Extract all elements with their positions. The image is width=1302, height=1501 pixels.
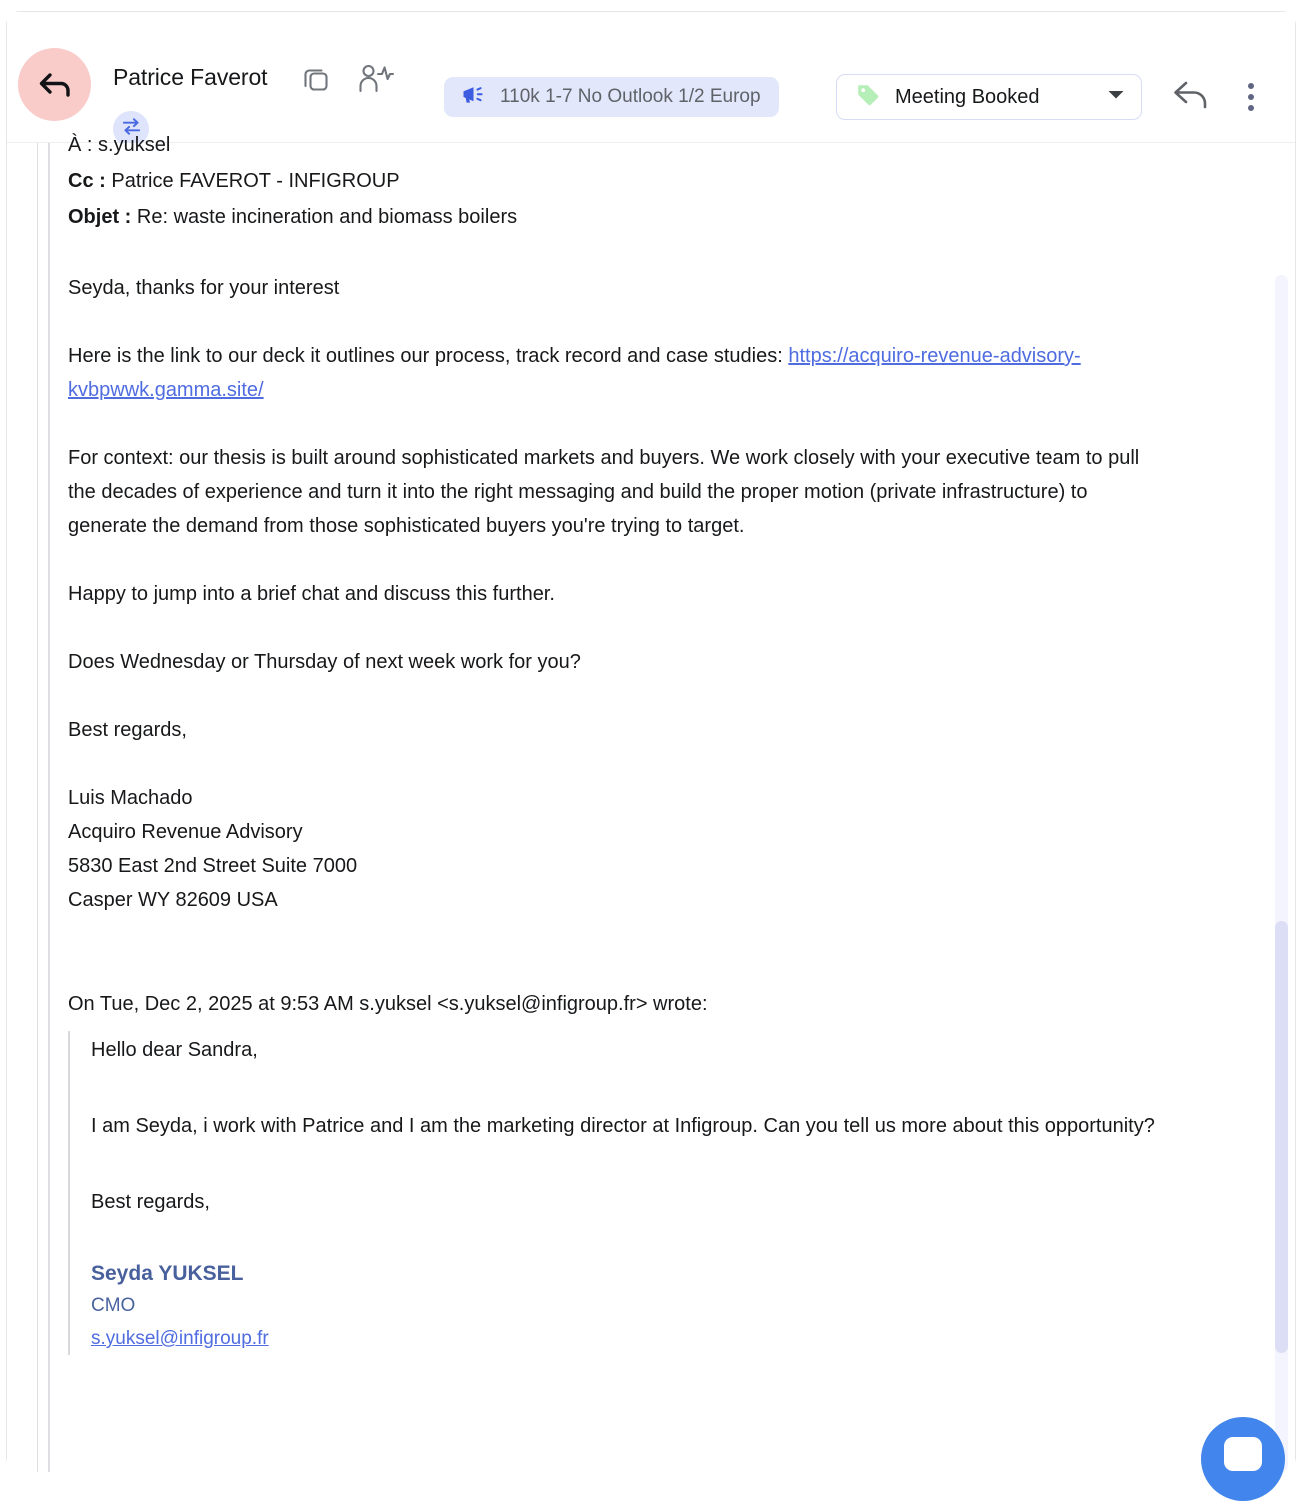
quote-attribution: On Tue, Dec 2, 2025 at 9:53 AM s.yuksel <s.yuksel@infigroup.fr> wrote:	[68, 993, 708, 1015]
signature-name: Luis Machado	[68, 787, 193, 809]
cc-value: Patrice FAVEROT - INFIGROUP	[111, 170, 400, 192]
cc-line	[68, 163, 1158, 199]
quoted-message	[68, 1031, 1158, 1355]
message-scroll-pane[interactable]	[7, 134, 1295, 1472]
more-vertical-icon	[1248, 83, 1254, 89]
signature-company: Acquiro Revenue Advisory	[68, 821, 303, 843]
recipient-line-clipped	[68, 134, 1158, 163]
more-vertical-icon	[1248, 94, 1254, 100]
subject-value: Re: waste incineration and biomass boilers	[136, 206, 518, 228]
subject-label: Objet :	[68, 206, 132, 228]
signature-street: 5830 East 2nd Street Suite 7000	[68, 855, 358, 877]
sender-name: Patrice Faverot	[113, 64, 268, 90]
chat-offer-paragraph: Happy to jump into a brief chat and discuss this further.	[68, 583, 555, 605]
campaign-chip[interactable]	[444, 77, 779, 117]
status-dropdown[interactable]	[836, 74, 1142, 120]
more-vertical-icon	[1248, 105, 1254, 111]
copy-icon[interactable]	[299, 62, 333, 96]
reply-button[interactable]	[1170, 75, 1214, 119]
message-header	[7, 12, 1295, 143]
message-body	[68, 134, 1158, 1355]
quoted-signature-name: Seyda YUKSEL	[91, 1262, 244, 1285]
campaign-label: 110k 1-7 No Outlook 1/2 Europ	[500, 86, 761, 107]
cc-label: Cc :	[68, 170, 106, 192]
deck-link[interactable]: https://acquiro-revenue-advisory-kvbpwwk.gamma.site/	[68, 345, 1081, 401]
megaphone-icon	[461, 84, 487, 111]
recipient-line-text: À : s.yuksel	[68, 134, 171, 156]
scheduling-question-paragraph: Does Wednesday or Thursday of next week work for you?	[68, 651, 581, 673]
message-card	[6, 11, 1296, 1471]
context-paragraph: For context: our thesis is built around sophisticated markets and buyers. We work closely with your executive team to pull the decades of experience and turn it into the right messaging and build the proper motion (private infrastructure) to generate the demand from those sophisticated buyers you're trying to target.	[68, 447, 1140, 537]
back-arrow-icon	[37, 70, 73, 100]
chat-launcher-button[interactable]	[1201, 1417, 1285, 1501]
quoted-signature-role: CMO	[91, 1295, 136, 1316]
deck-paragraph	[68, 339, 1158, 407]
status-label: Meeting Booked	[895, 85, 1040, 108]
more-options-button[interactable]	[1235, 74, 1267, 120]
quoted-greeting: Hello dear Sandra,	[91, 1039, 258, 1061]
quote-rail	[48, 143, 50, 1472]
signature-city: Casper WY 82609 USA	[68, 889, 278, 911]
back-button[interactable]	[18, 48, 91, 121]
quoted-closing: Best regards,	[91, 1191, 210, 1213]
scrollbar-thumb[interactable]	[1275, 921, 1288, 1353]
page-rail	[37, 143, 38, 1472]
chat-bubble-icon	[1224, 1437, 1262, 1471]
person-activity-icon[interactable]	[356, 60, 396, 98]
quoted-body: I am Seyda, i work with Patrice and I am the marketing director at Infigroup. Can you tell us more about this opportunity?	[91, 1115, 1155, 1137]
deck-intro-text: Here is the link to our deck it outlines our process, track record and case studies:	[68, 345, 789, 367]
greeting-paragraph: Seyda, thanks for your interest	[68, 277, 340, 299]
subject-line	[68, 199, 1158, 235]
closing-line: Best regards,	[68, 719, 187, 741]
tag-icon	[855, 82, 881, 113]
quoted-signature-email[interactable]: s.yuksel@infigroup.fr	[91, 1328, 269, 1349]
chevron-down-icon	[1107, 88, 1125, 106]
reply-arrow-icon	[1172, 78, 1212, 117]
